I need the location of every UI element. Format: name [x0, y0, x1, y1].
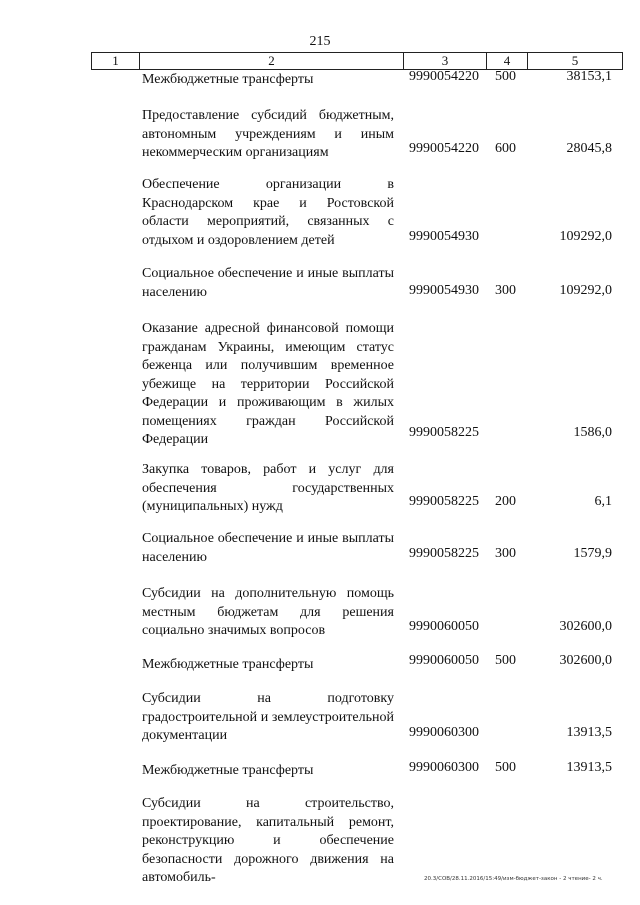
row-amount: 28045,8	[566, 141, 612, 156]
row-code: 9990060050	[409, 619, 479, 634]
row-code: 9990054220	[409, 69, 479, 84]
row-amount: 302600,0	[559, 653, 612, 668]
column-header-2: 2	[140, 53, 404, 69]
column-header-3: 3	[404, 53, 487, 69]
row-vr: 300	[495, 283, 516, 298]
row-name: Социальное обеспечение и иные выплаты населению	[142, 266, 394, 300]
row-amount: 109292,0	[559, 229, 612, 244]
row-name: Предоставление субсидий бюджетным, автономным учреждениям и иным некоммерческим организациям	[142, 108, 394, 160]
row-code: 9990060300	[409, 760, 479, 775]
row-vr: 500	[495, 653, 516, 668]
row-vr: 600	[495, 141, 516, 156]
row-amount: 1586,0	[573, 425, 612, 440]
row-code: 9990054220	[409, 141, 479, 156]
row-code: 9990058225	[409, 494, 479, 509]
row-name: Субсидии на подготовку градостроительной и землеустроительной документации	[142, 691, 394, 743]
row-amount: 6,1	[594, 494, 612, 509]
row-vr: 300	[495, 546, 516, 561]
row-name: Оказание адресной финансовой помощи гражданам Украины, имеющим статус беженца или получившим временное убежище на территории Российской Федерации и проживающим в жилых помещениях граждан Российской Федерации	[142, 321, 394, 447]
row-vr: 200	[495, 494, 516, 509]
row-code: 9990060050	[409, 653, 479, 668]
row-name: Межбюджетные трансферты	[142, 763, 314, 778]
row-amount: 13913,5	[566, 760, 612, 775]
row-code: 9990060300	[409, 725, 479, 740]
row-name: Межбюджетные трансферты	[142, 72, 314, 87]
row-vr: 500	[495, 69, 516, 84]
page-number: 215	[309, 34, 331, 49]
row-name: Субсидии на дополнительную помощь местным бюджетам для решения социально значимых вопросов	[142, 586, 394, 638]
row-code: 9990058225	[409, 546, 479, 561]
row-name: Закупка товаров, работ и услуг для обеспечения государственных (муниципальных) нужд	[142, 462, 394, 514]
row-amount: 109292,0	[559, 283, 612, 298]
column-header-4: 4	[487, 53, 528, 69]
column-header-1: 1	[92, 53, 140, 69]
row-name: Межбюджетные трансферты	[142, 657, 314, 672]
row-name: Социальное обеспечение и иные выплаты населению	[142, 531, 394, 565]
row-name: Обеспечение организации в Краснодарском крае и Ростовской области мероприятий, связанных с отдыхом и оздоровлением детей	[142, 177, 394, 248]
row-code: 9990054930	[409, 229, 479, 244]
row-vr: 500	[495, 760, 516, 775]
row-amount: 13913,5	[566, 725, 612, 740]
row-amount: 1579,9	[573, 546, 612, 561]
row-amount: 302600,0	[559, 619, 612, 634]
column-header-5: 5	[571, 53, 579, 68]
document-footer-stamp: 20.3/СОВ/28.11.2016/15:49/изм-бюджет-закон - 2 чтение- 2 ч.	[424, 876, 603, 882]
row-code: 9990054930	[409, 283, 479, 298]
row-code: 9990058225	[409, 425, 479, 440]
row-name: Субсидии на строительство, проектирование, капитальный ремонт, реконструкцию и обеспечение безопасности дорожного движения на автомобиль-	[142, 796, 394, 885]
row-amount: 38153,1	[566, 69, 612, 84]
